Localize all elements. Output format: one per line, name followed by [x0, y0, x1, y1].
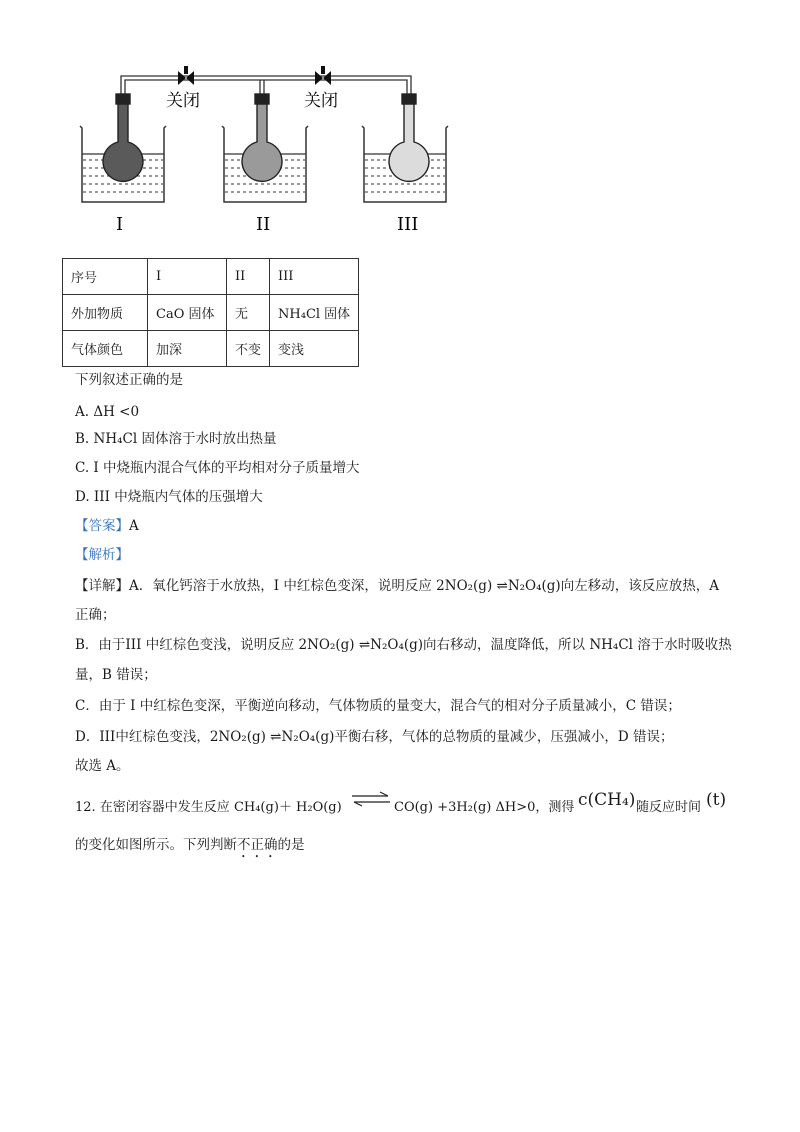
answer-value: A — [129, 518, 139, 534]
table-cell: 变浅 — [270, 331, 359, 367]
equilibrium-arrow-icon — [350, 791, 392, 807]
table-cell: 无 — [227, 295, 270, 331]
explanation-line: C．由于 I 中红棕色变深，平衡逆向移动，气体物质的量变大，混合气的相对分子质量减小，C 错误； — [75, 698, 681, 714]
q12-line2-pre: 的变化如图所示。下列判断 — [75, 837, 237, 853]
explanation-line: 【详解】A．氧化钙溶于水放热，I 中红棕色变深，说明反应 2NO₂(g) ⇌N₂O₄(g)向左移动，该反应放热，A — [75, 578, 719, 594]
flask-2 — [242, 104, 282, 181]
explanation-line: 量，B 错误； — [75, 667, 157, 683]
option-b: B. NH₄Cl 固体溶于水时放出热量 — [75, 431, 277, 447]
flask-3 — [389, 104, 429, 181]
table-row — [63, 259, 359, 295]
table-cell: 外加物质 — [63, 295, 148, 331]
option-a: A. ΔH <0 — [75, 404, 140, 420]
explanation-line: 故选 A。 — [75, 758, 130, 774]
q12-time: (t) — [706, 790, 727, 810]
flask-label-1: I — [116, 214, 124, 235]
q12-prefix: 12. 在密闭容器中发生反应 CH₄(g)＋ H₂O(g) — [75, 800, 342, 815]
q12-products: CO(g) +3H₂(g) ΔH>0，测得 — [394, 800, 575, 815]
table-cell: III — [270, 259, 359, 295]
table-cell: NH₄Cl 固体 — [270, 295, 359, 331]
table-cell: 序号 — [63, 259, 148, 295]
table-cell: I — [148, 259, 227, 295]
table-cell: CaO 固体 — [148, 295, 227, 331]
analysis-label: 【解析】 — [75, 547, 129, 563]
connecting-tubes — [121, 76, 411, 94]
answer-label: 【答案】 — [75, 518, 129, 534]
apparatus-figure — [60, 50, 460, 250]
explanation-line: 正确； — [75, 607, 116, 623]
q12-concentration: c(CH₄) — [578, 790, 636, 810]
table-row — [63, 331, 359, 367]
table-cell: 加深 — [148, 331, 227, 367]
valve-label-2: 关闭 — [304, 91, 338, 111]
flask-1 — [103, 104, 143, 181]
flask-label-3: III — [397, 214, 419, 235]
table-cell: 气体颜色 — [63, 331, 148, 367]
q12-line2-post: 的是 — [277, 837, 305, 853]
explanation-line: B．由于III 中红棕色变浅，说明反应 2NO₂(g) ⇌N₂O₄(g)向右移动，温度降低，所以 NH₄Cl 溶于水时吸收热 — [75, 637, 732, 653]
explanation-line: D．III中红棕色变浅，2NO₂(g) ⇌N₂O₄(g)平衡右移，气体的总物质的量减少，压强减小，D 错误； — [75, 729, 674, 745]
q12-emphasis: 不正确 — [237, 837, 278, 853]
experiment-table — [62, 258, 359, 367]
valve-label-1: 关闭 — [166, 91, 200, 111]
option-c: C. I 中烧瓶内混合气体的平均相对分子质量增大 — [75, 460, 360, 476]
table-row — [63, 295, 359, 331]
answer-line — [75, 517, 139, 535]
table-cell: II — [227, 259, 270, 295]
question-stem: 下列叙述正确的是 — [75, 372, 183, 388]
flask-label-2: II — [256, 214, 271, 235]
option-d: D. III 中烧瓶内气体的压强增大 — [75, 489, 263, 505]
table-cell: 不变 — [227, 331, 270, 367]
q12-middle: 随反应时间 — [636, 800, 702, 815]
q12-line2 — [75, 836, 305, 861]
